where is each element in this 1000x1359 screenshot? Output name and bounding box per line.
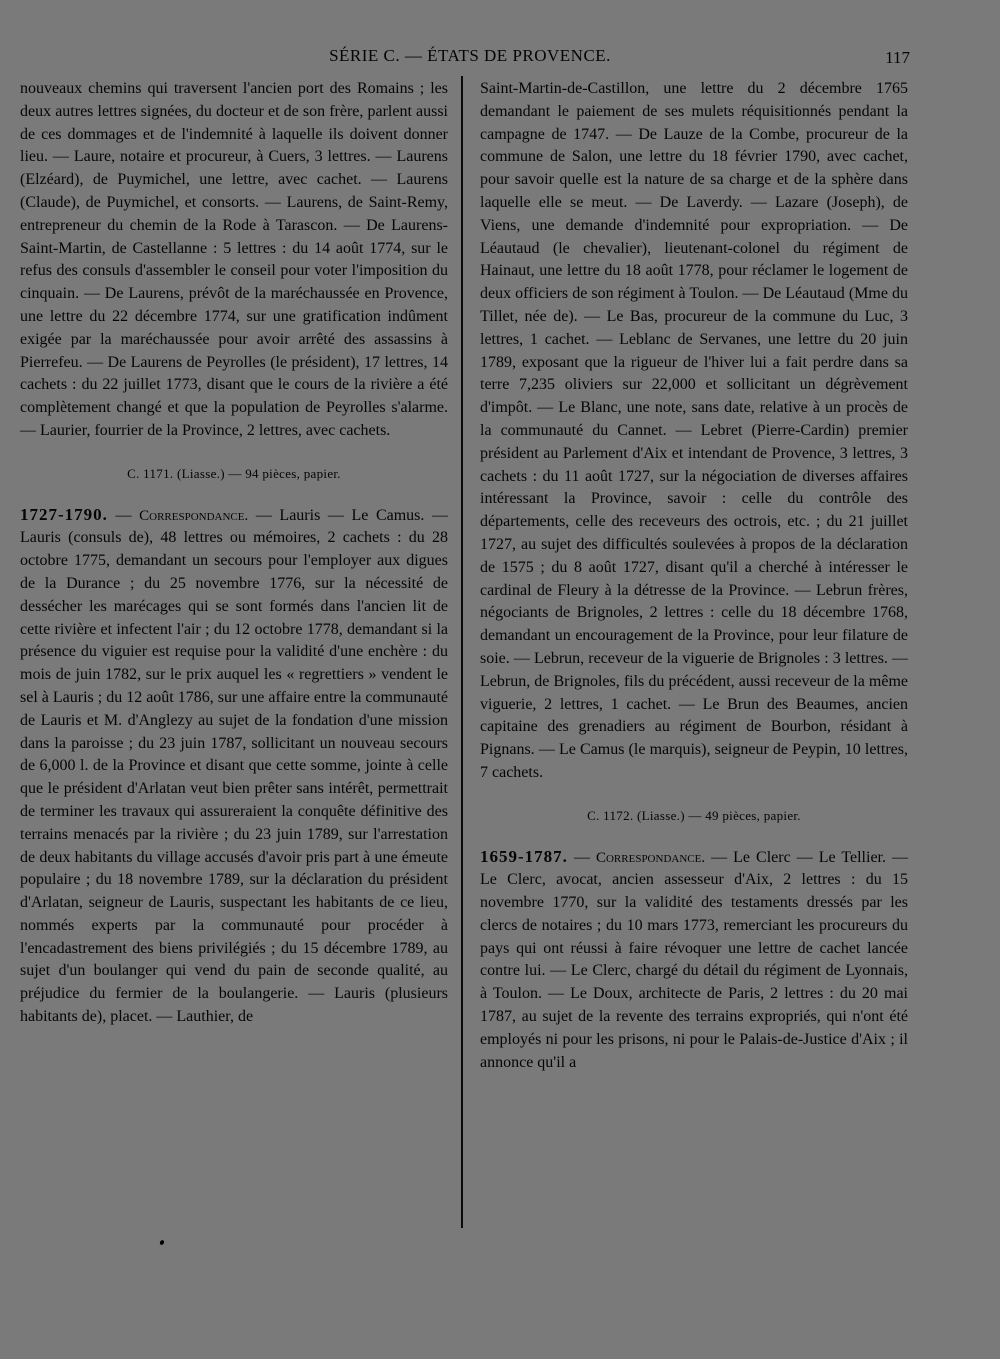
page-number: 117 xyxy=(885,48,910,67)
left-paragraph-continued: nouveaux chemins qui traversent l'ancien port des Romains ; les deux autres lettres signées, du docteur et de son frère, parlent aussi de ces dommages et de l'indemnité à laquelle ils doivent donner lieu. — Laure, notaire et procureur, à Cuers, 3 lettres. — Laurens (Elzéard), de Puymichel, une lettre, avec cachet. — Laurens (Claude), de Puymichel, et consorts. — Laurens, de Saint-Remy, entrepreneur du chemin de la Rode à Tarascon. — De Laurens-Saint-Martin, de Castellanne : 5 lettres : du 14 août 1774, sur le refus des consuls d'assembler le conseil pour voter l'imposition du cinquain. — De Laurens, prévôt de la maréchaussée en Provence, une lettre du 22 décembre 1774, sur une gratification indûment exigée par la maréchaussée pour avoir arrêté des assassins à Pierrefeu. — De Laurens de Peyrolles (le président), 17 lettres, 14 cachets : du 22 juillet 1773, disant que le cours de la rivière a été complètement changé et que la population de Peyrolles s'alarme. — Laurier, fourrier de la Province, 2 lettres, avec cachets. xyxy=(20,80,448,439)
right-paragraph-continued: Saint-Martin-de-Castillon, une lettre du 2 décembre 1765 demandant le paiement de ses mulets réquisitionnés pendant la campagne de 1747. — De Lauze de la Combe, procureur de la commune de Salon, une lettre du 18 février 1790, avec cachet, pour savoir quelle est la nature de sa charge et de la sphère dans laquelle elle se meut. — De Laverdy. — Lazare (Joseph), de Viens, une demande d'indemnité pour expropriation. — De Léautaud (le chevalier), lieutenant-colonel du régiment de Hainaut, une lettre du 18 août 1778, pour réclamer le logement de deux officiers de son régiment à Toulon. — De Léautaud (Mme du Tillet, née de). — Le Bas, procureur de la commune du Luc, 3 lettres, 1 cachet. — Leblanc de Servanes, une lettre du 20 juin 1789, exposant que la rigueur de l'hiver lui a fait perdre dans sa terre 7,235 oliviers sur 22,000 et sollicitant un dégrèvement d'impôt. — Le Blanc, une note, sans date, relative à un procès de la communauté du Cannet. — Lebret (Pierre-Cardin) premier président au Parlement d'Aix et intendant de Provence, 3 lettres, 3 cachets : du 11 août 1727, sur la négociation de diverses affaires intéressant la Province, savoir : celle du contrôle des départements, celle des receveurs des octrois, etc. ; du 21 juillet 1727, au sujet des difficultés soulevées à propos de la déclaration de 1575 ; du 8 août 1727, disant qu'il a cherché à intéresser le cardinal de Fleury à la détresse de la Province. — Lebrun frères, négociants de Brignoles, 2 lettres : celle du 18 décembre 1768, demandant un encouragement de la Province, pour leur filature de soie. — Lebrun, receveur de la viguerie de Brignoles : 3 lettres. — Lebrun, de Brignoles, fils du précédent, aussi receveur de la même viguerie, 2 lettres, 1 cachet. — Le Brun des Beaumes, ancien capitaine des grenadiers au régiment de Bourbon, résidant à Pignans. — Le Camus (le marquis), seigneur de Peypin, 10 lettres, 7 cachets. xyxy=(480,80,908,781)
classmark-c1172: C. 1172. (Liasse.) — 49 pièces, papier. xyxy=(587,807,801,823)
classmark-c1171: C. 1171. (Liasse.) — 94 pièces, papier. xyxy=(127,465,341,481)
left-column xyxy=(20,78,448,1029)
column-divider xyxy=(461,76,463,1228)
entry-heading: Correspondance. xyxy=(595,849,706,866)
entry-text: — Le Clerc — Le Tellier. — Le Clerc, avocat, ancien assesseur d'Aix, 2 lettres : du 15 novembre 1770, sur la validité des testaments dressés par les clercs de notaires ; du 10 mars 1773, remerciant les procureurs du pays qui ont réussi à faire révoquer une lettre de cachet lancée contre lui. — Le Clerc, chargé du détail du régiment de Lyonnais, à Toulon. — Le Doux, architecte de Paris, 2 lettres : du 20 mai 1787, au sujet de la revente des terrains expropriés, qui n'ont été employés ni pour les prisons, ni pour le Palais-de-Justice d'Aix ; il annonce qu'il a xyxy=(480,848,909,1071)
entry-dates: 1727-1790. xyxy=(20,504,108,524)
entry-heading: Correspondance. xyxy=(139,507,249,524)
section-gap xyxy=(20,443,448,463)
running-title: SÉRIE C. — ÉTATS DE PROVENCE. xyxy=(329,46,611,65)
entry-text: — Lauris — Le Camus. — Lauris (consuls de), 48 lettres ou mémoires, 2 cachets : du 28 octobre 1775, demandant un secours pour l'employer aux digues de la Durance ; du 25 novembre 1776, sur la nécessité de dessécher les marécages qui se sont formés dans l'ancien lit de cette rivière et infectent l'air ; du 12 octobre 1778, demandant si la présence du viguier est requise pour la validité d'une enchère : du mois de juin 1782, sur le prix auquel les « regrettiers » vendent le sel à Lauris ; du 12 août 1786, sur une affaire entre la communauté de Lauris et M. d'Anglezy au sujet de la fondation d'une mission dans la paroisse ; du 23 juin 1787, sollicitant un nouveau secours de 6,000 l. de la Province et disant que cette somme, jointe à celle que le président d'Arlatan veut bien prêter sans intérêt, permettrait de terminer les travaux qui assureraient la conquête définitive des terrains menacés par la rivière ; du 23 juin 1789, sur l'arrestation de deux habitants du village accusés d'avoir pris part à une émeute populaire ; du 18 novembre 1789, sur la déclaration du président d'Arlatan, seigneur de Lauris, suspectant les habitants de ce lieu, nommés experts par la communauté pour procéder à l'encadastrement des biens privilégiés ; du 15 décembre 1789, au sujet d'un boulanger qui vend du pain de seconde qualité, au préjudice du fermier de la boulangerie. — Lauris (plusieurs habitants de), placet. — Lauthier, de xyxy=(20,506,449,1026)
ink-speck xyxy=(159,1239,165,1245)
entry-c1171: 1727-1790. — Correspondance. — Lauris — Le Camus. — Lauris (consuls de), 48 lettres ou mémoires, 2 cachets : du 28 octobre 1775, demandant un secours pour l'employer aux digues de la Durance ; du 25 novembre 1776, sur la nécessité de dessécher les marécages qui se sont formés dans l'ancien lit de cette rivière et infectent l'air ; du 12 octobre 1778, demandant si la présence du viguier est requise pour la validité d'une enchère : du mois de juin 1782, sur le prix auquel les « regrettiers » vendent le sel à Lauris ; du 12 août 1786, sur une affaire entre la communauté de Lauris et M. d'Anglezy au sujet de la fondation d'une mission dans la paroisse ; du 23 juin 1787, sollicitant un nouveau secours de 6,000 l. de la Province et disant que cette somme, jointe à celle que le président d'Arlatan veut bien prêter sans intérêt, permettrait de terminer les travaux qui assureraient la conquête définitive des terrains menacés par la rivière ; du 23 juin 1789, sur l'arrestation de deux habitants du village accusés d'avoir pris part à une émeute populaire ; du 18 novembre 1789, sur la déclaration du président d'Arlatan, seigneur de Lauris, suspectant les habitants de ce lieu, nommés experts par la communauté pour procéder à l'encadastrement des biens privilégiés ; du 15 décembre 1789, au sujet d'un boulanger qui vend du pain de seconde qualité, au préjudice du fermier de la boulangerie. — Lauris (plusieurs habitants de), placet. — Lauthier, de xyxy=(20,504,449,1026)
entry-dates: 1659-1787. xyxy=(480,846,568,866)
entry-c1172: 1659-1787. — Correspondance. — Le Clerc — Le Tellier. — Le Clerc, avocat, ancien assesseur d'Aix, 2 lettres : du 15 novembre 1770, sur la validité des testaments dressés par les clercs de notaires ; du 10 mars 1773, remerciant les procureurs du pays qui ont réussi à faire révoquer une lettre de cachet lancée contre lui. — Le Clerc, chargé du détail du régiment de Lyonnais, à Toulon. — Le Doux, architecte de Paris, 2 lettres : du 20 mai 1787, au sujet de la revente des terrains expropriés, qui n'ont été employés ni pour les prisons, ni pour le Palais-de-Justice d'Aix ; il annonce qu'il a xyxy=(480,846,909,1071)
section-gap xyxy=(480,785,908,805)
right-column xyxy=(480,78,908,1074)
